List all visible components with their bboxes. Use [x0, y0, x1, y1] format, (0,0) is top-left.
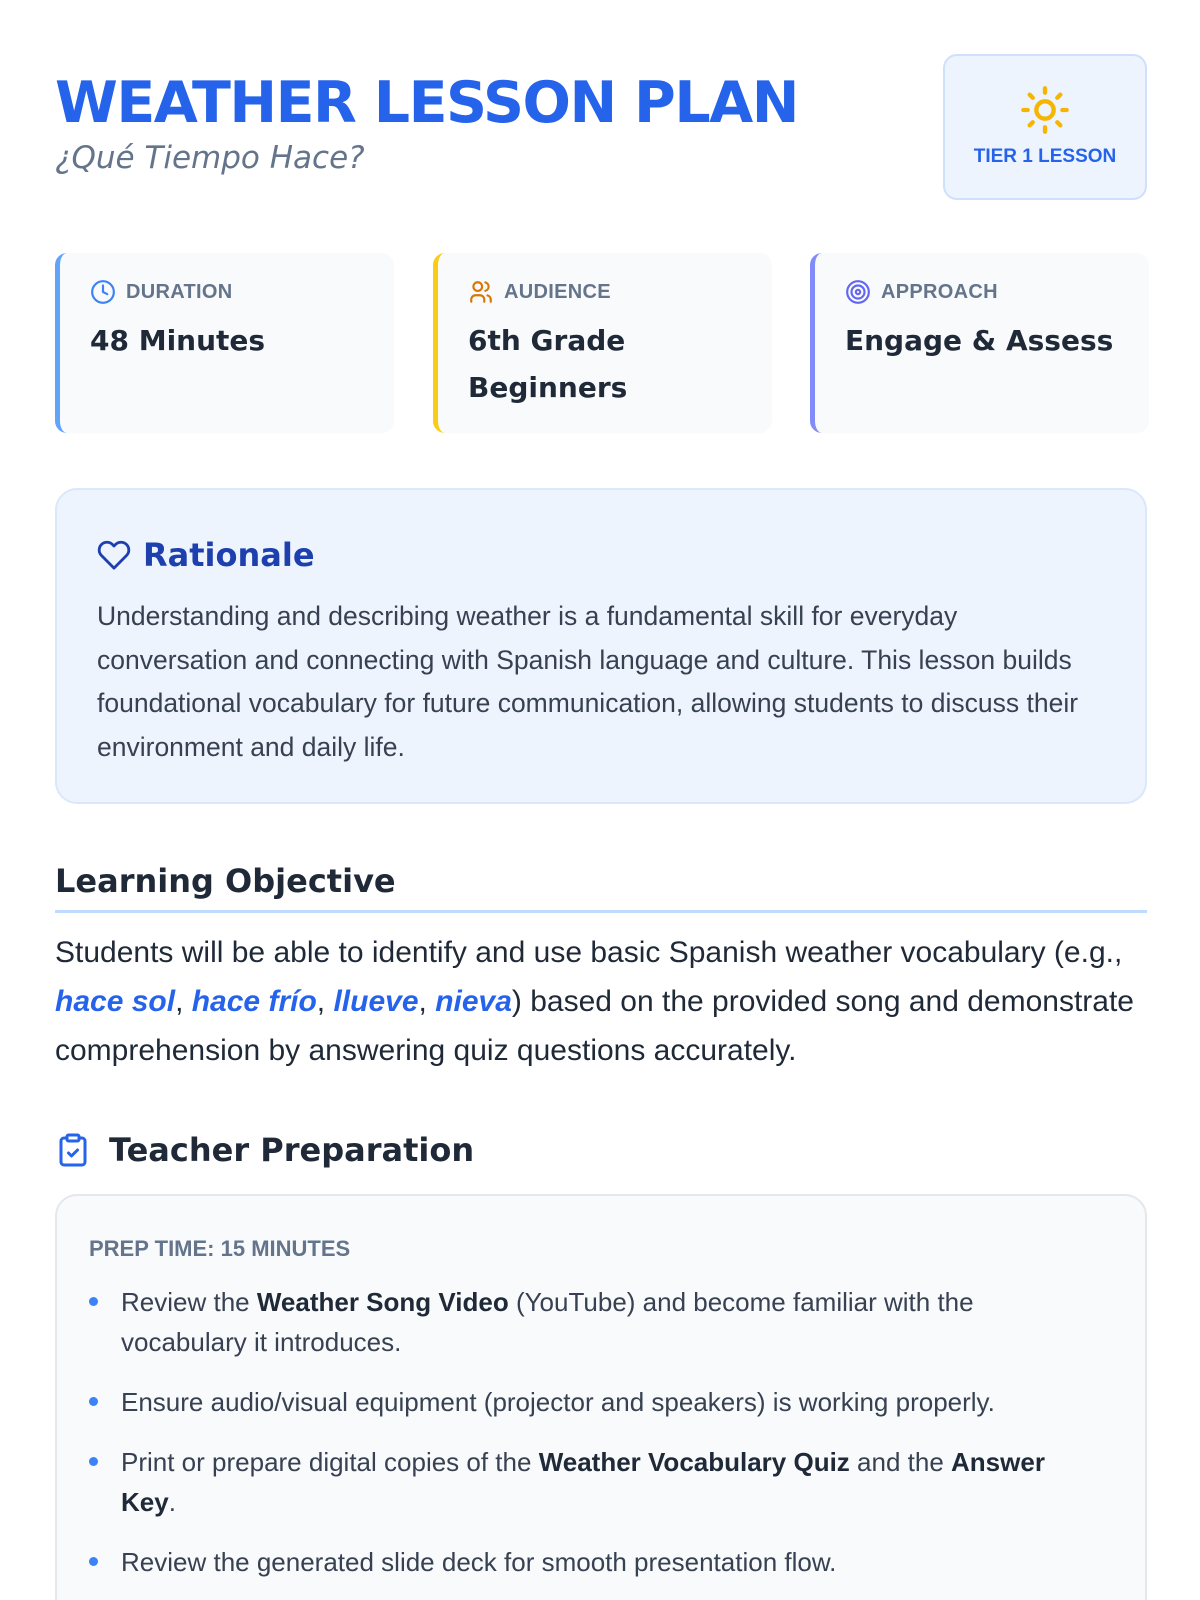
item-text: and the [849, 1447, 952, 1477]
sun-icon [1019, 84, 1071, 136]
vocab-term: llueve [333, 985, 419, 1018]
prep-time: PREP TIME: 15 MINUTES [89, 1236, 351, 1261]
approach-value: Engage & Assess [845, 324, 1114, 357]
item-text: . [168, 1487, 176, 1517]
audience-card [433, 253, 772, 433]
heart-icon [97, 538, 131, 572]
clock-icon [90, 279, 116, 305]
item-text: Print or prepare digital copies of the [121, 1447, 539, 1477]
vocab-term: hace sol [55, 985, 176, 1018]
page-title: WEATHER LESSON PLAN [55, 70, 798, 136]
vocab-separator: , [175, 985, 192, 1018]
header [55, 0, 1147, 230]
approach-card [810, 253, 1149, 433]
section-divider [55, 910, 1147, 913]
approach-label: APPROACH [881, 280, 998, 303]
list-item [89, 1542, 1099, 1582]
duration-label: DURATION [126, 280, 233, 303]
item-text: Review the [121, 1287, 257, 1317]
rationale-box [55, 488, 1147, 804]
list-item [89, 1282, 1099, 1362]
teacher-preparation-header [55, 1130, 474, 1170]
duration-value: 48 Minutes [90, 324, 266, 357]
item-emphasis: Weather Vocabulary Quiz [538, 1447, 850, 1477]
info-cards [55, 253, 1147, 433]
preparation-box [55, 1194, 1147, 1600]
lesson-plan-page [55, 0, 1147, 1577]
duration-card [55, 253, 394, 433]
objective-text-part: Students will be able to identify and use basic Spanish weather vocabulary (e.g., [55, 936, 1123, 969]
target-icon [845, 279, 871, 305]
rationale-title: Rationale [143, 536, 315, 574]
objective-text-part: ) based on the provided song and demonstrate comprehension by answering quiz questions accurately. [55, 985, 1134, 1067]
users-icon [468, 279, 494, 305]
rationale-body: Understanding and describing weather is a fundamental skill for everyday conversation and connecting with Spanish language and culture. This lesson builds foundational vocabulary for future communication, allowing students to discuss their environment and daily life. [97, 601, 1079, 762]
item-emphasis: Answer Key [121, 1447, 1045, 1517]
teacher-preparation-title: Teacher Preparation [109, 1131, 475, 1169]
clipboard-check-icon [55, 1130, 91, 1170]
vocab-term: hace frío [191, 985, 317, 1018]
item-emphasis: Weather Song Video [256, 1287, 509, 1317]
vocab-separator: , [418, 985, 436, 1018]
vocab-term: nieva [435, 985, 512, 1018]
vocab-separator: , [316, 985, 334, 1018]
tier-badge [943, 54, 1147, 200]
learning-objective-text [55, 928, 1147, 1075]
list-item [89, 1442, 1099, 1522]
learning-objective-title: Learning Objective [55, 862, 396, 900]
item-text: Ensure audio/visual equipment (projector and speakers) is working properly. [121, 1387, 995, 1417]
audience-value: 6th Grade Beginners [468, 324, 628, 404]
audience-label: AUDIENCE [504, 280, 611, 303]
list-item [89, 1382, 1099, 1422]
page-subtitle: ¿Qué Tiempo Hace? [55, 140, 365, 176]
item-text: (YouTube) and become familiar with the vocabulary it introduces. [121, 1287, 974, 1357]
item-text: Review the generated slide deck for smooth presentation flow. [121, 1547, 837, 1577]
tier-label: TIER 1 LESSON [973, 146, 1117, 167]
preparation-list [89, 1282, 1099, 1600]
